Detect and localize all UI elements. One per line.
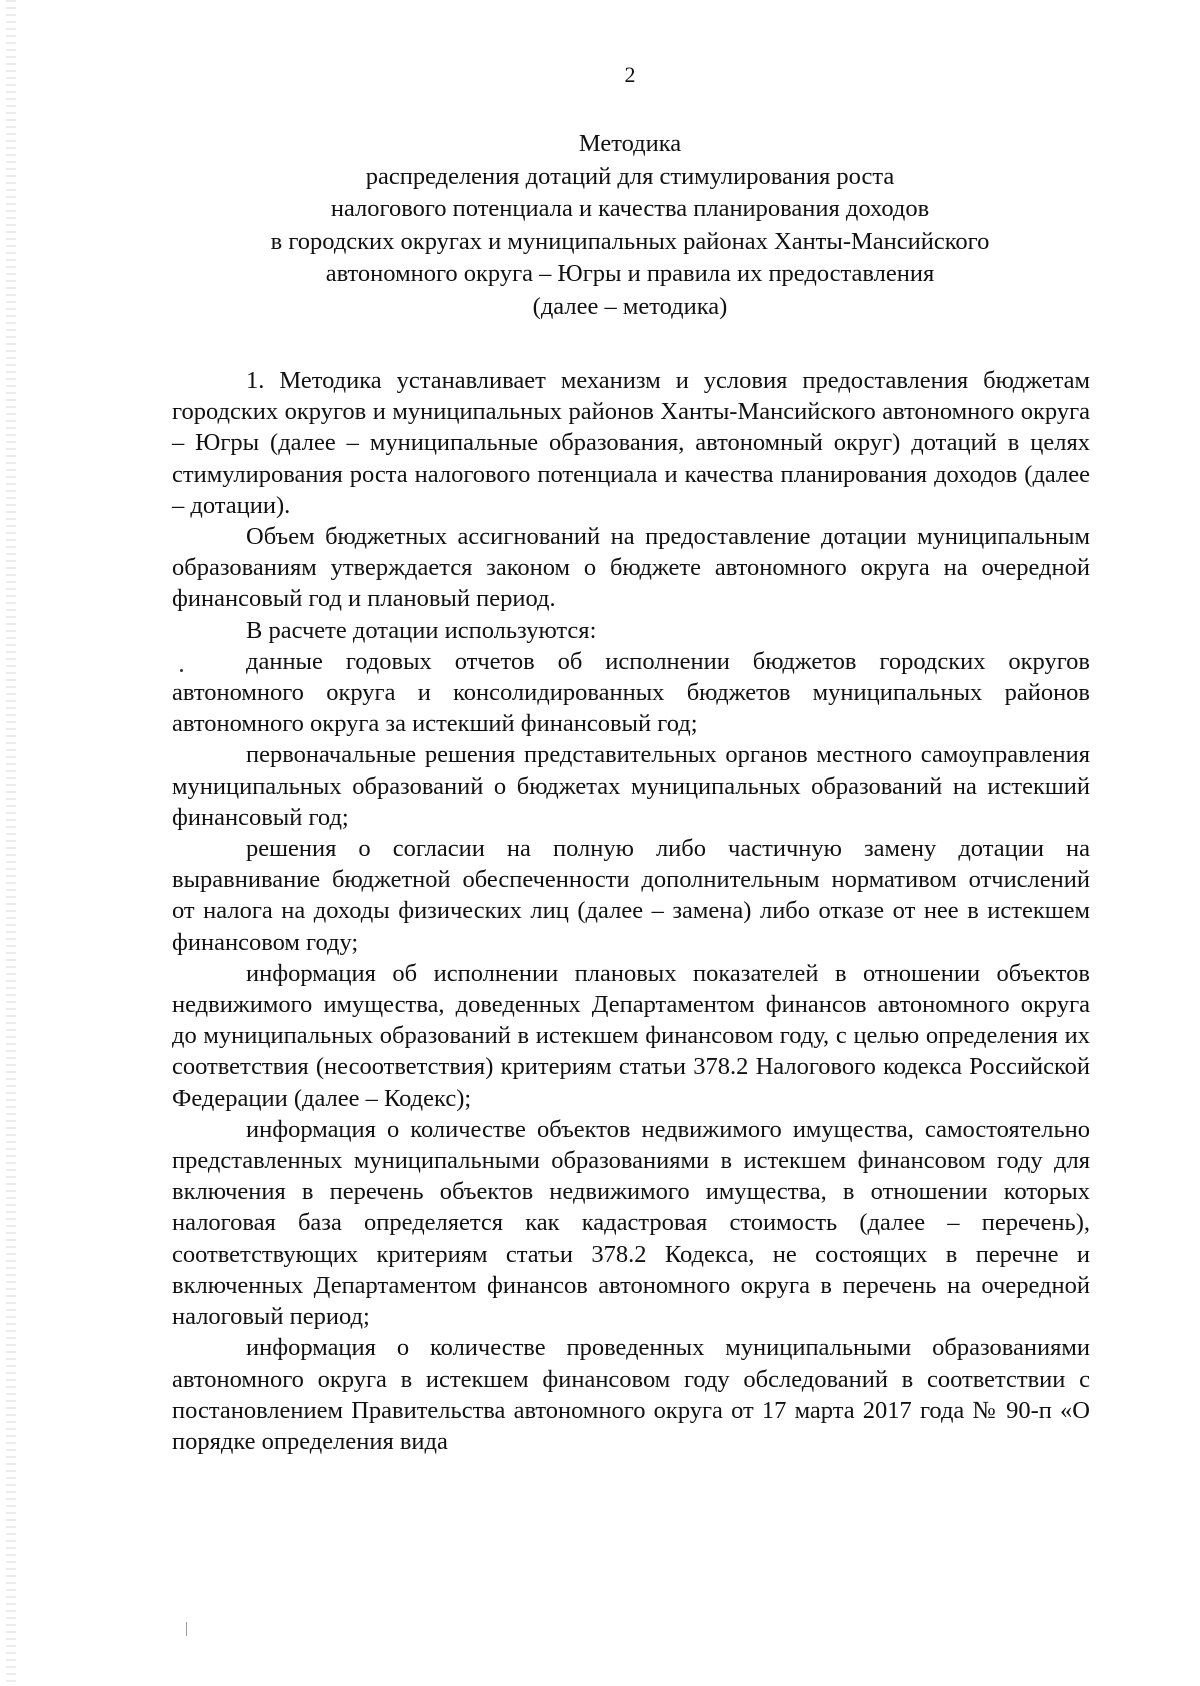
paragraph: В расчете дотации используются: bbox=[246, 616, 597, 644]
list-paragraph: решения о согласии на полную либо частичную замену дотации на выравнивание бюджетной обеспеченности дополнительным нормативом отчислений от налога на доходы физических лиц (далее – замена) либо отказе от нее в истекшем финансовом году; bbox=[172, 835, 1090, 956]
scan-dot-artifact bbox=[180, 669, 183, 672]
scan-tick-artifact bbox=[186, 1622, 187, 1636]
list-paragraph: информация о количестве проведенных муниципальными образованиями автономного округа в истекшем финансовом году обследований в соответствии с постановлением Правительства автономного округа от 17 марта 2017 года № 90-п «О порядке определения вида bbox=[172, 1334, 1090, 1455]
document-body bbox=[172, 365, 1090, 1457]
title-line: Методика bbox=[578, 130, 682, 157]
title-line: распределения дотаций для стимулирования роста bbox=[365, 162, 895, 190]
list-paragraph: информация об исполнении плановых показателей в отношении объектов недвижимого имущества, доведенных Департаментом финансов автономного округа до муниципальных образований в истекшем финансовом году, с целью определения их соответствия (несоответствия) критериям статьи 378.2 Налогового кодекса Российской Федерации (далее – Кодекс); bbox=[172, 959, 1090, 1112]
document-title bbox=[170, 128, 1090, 323]
title-line: в городских округах и муниципальных районах Ханты-Мансийского bbox=[270, 227, 990, 255]
list-paragraph: информация о количестве объектов недвижимого имущества, самостоятельно представленных муниципальными образованиями в истекшем финансовом году для включения в перечень объектов недвижимого имущества, в отношении которых налоговая база определяется как кадастровая стоимость (далее – перечень), соответствующих критериям статьи 378.2 Кодекса, не состоящих в перечне и включенных Департаментом финансов автономного округа в перечень на очередной налоговый период; bbox=[172, 1115, 1090, 1331]
title-line: налогового потенциала и качества планирования доходов bbox=[330, 195, 930, 222]
scan-edge-artifact bbox=[6, 0, 16, 1686]
paragraph: Объем бюджетных ассигнований на предоставление дотации муниципальным образованиям утверждается законом о бюджете автономного округа на очередной финансовый год и плановый период. bbox=[172, 523, 1090, 613]
list-paragraph: данные годовых отчетов об исполнении бюджетов городских округов автономного округа и консолидированных бюджетов муниципальных районов автономного округа за истекший финансовый год; bbox=[172, 647, 1090, 738]
paragraph: 1. Методика устанавливает механизм и условия предоставления бюджетам городских округов и муниципальных районов Ханты-Мансийского автономного округа – Югры (далее – муниципальные образования, автономный округ) дотаций в целях стимулирования роста налогового потенциала и качества планирования доходов (далее – дотации). bbox=[172, 367, 1090, 519]
title-line: (далее – методика) bbox=[532, 292, 728, 320]
list-paragraph: первоначальные решения представительных органов местного самоуправления муниципальных образований о бюджетах муниципальных образований на истекший финансовый год; bbox=[172, 741, 1090, 831]
title-line: автономного округа – Югры и правила их предоставления bbox=[325, 260, 935, 287]
page-number: 2 bbox=[624, 62, 636, 87]
